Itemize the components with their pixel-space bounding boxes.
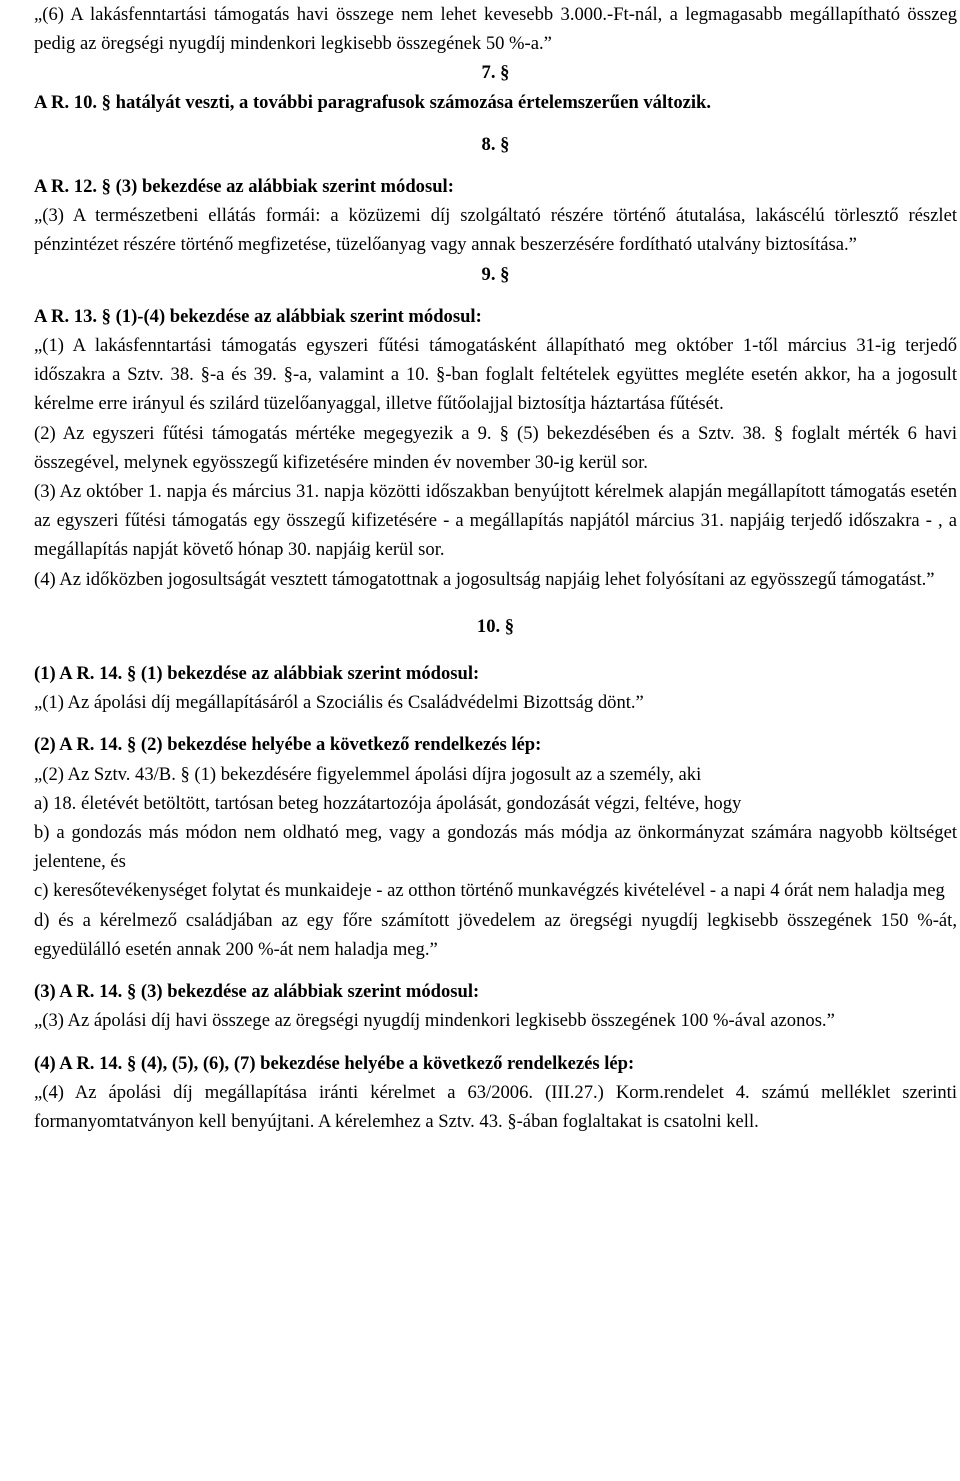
section-9-intro: A R. 13. § (1)-(4) bekezdése az alábbiak szerint módosul: <box>34 305 482 327</box>
spacer <box>34 641 957 659</box>
section-9-paragraph-4: (4) Az időközben jogosultságát vesztett támogatottnak a jogosultság napjáig lehet folyósítani az egyösszegű támogatást.” <box>34 568 935 590</box>
section-9-heading: 9. § <box>481 263 510 285</box>
paragraph-6: „(6) A lakásfenntartási támogatás havi összege nem lehet kevesebb 3.000.-Ft-nál, a legmagasabb megállapítható összeg pedig az öregségi nyugdíj mindenkori legkisebb összegének 50 %-a.” <box>34 4 957 55</box>
spacer <box>34 717 957 730</box>
spacer <box>34 117 957 130</box>
section-9-paragraph-1: „(1) A lakásfenntartási támogatás egyszeri fűtési támogatásként állapítható meg október 1-től március 31-ig terjedő időszakra a Sztv. 38. §-a és 39. §-a, valamint a 10. §-ban foglalt feltételek együttes megléte esetén akkor, ha a jogosult kérelme erre irányul és szilárd tüzelőanyaggal, illetve fűtőolajjal biztosítja háztartása fűtését. <box>34 335 957 415</box>
document-page <box>34 0 957 1136</box>
section-9-paragraph-3: (3) Az október 1. napja és március 31. napja közötti időszakban benyújtott kérelmek alapján megállapított támogatás esetén az egyszeri fűtési támogatás egy összegű kifizetésére - a megállapítás napjától március 31. napjáig terjedő időszakra - , a megállapítás napját követő hónap 30. napjáig kerül sor. <box>34 481 957 561</box>
list-item-d: d) és a kérelmező családjában az egy főre számított jövedelem az öregségi nyugdíj legkisebb összegének 150 %-át, egyedülálló esetén annak 200 %-át nem haladja meg.” <box>34 909 957 960</box>
section-10-3-body: „(3) Az ápolási díj havi összege az öregségi nyugdíj mindenkori legkisebb összegének 100 %-ával azonos.” <box>34 1010 835 1032</box>
section-10-2-body: „(2) Az Sztv. 43/B. § (1) bekezdésére figyelemmel ápolási díjra jogosult az a személy, aki <box>34 763 702 785</box>
spacer <box>34 289 957 302</box>
section-8-intro: A R. 12. § (3) bekezdése az alábbiak szerint módosul: <box>34 176 454 198</box>
spacer <box>34 159 957 172</box>
spacer <box>34 1036 957 1049</box>
section-10-heading: 10. § <box>476 615 515 637</box>
spacer <box>34 964 957 977</box>
section-10-1-body: „(1) Az ápolási díj megállapításáról a Szociális és Családvédelmi Bizottság dönt.” <box>34 692 644 714</box>
section-10-4-intro: (4) A R. 14. § (4), (5), (6), (7) bekezdése helyébe a következő rendelkezés lép: <box>34 1052 635 1074</box>
section-8-heading: 8. § <box>481 133 510 155</box>
section-10-3-intro: (3) A R. 14. § (3) bekezdése az alábbiak szerint módosul: <box>34 981 480 1003</box>
section-7-heading: 7. § <box>481 62 510 84</box>
list-item-a: a) 18. életévét betöltött, tartósan beteg hozzátartozója ápolását, gondozását végzi, feltéve, hogy <box>34 792 742 814</box>
list-item-c: c) keresőtevékenységet folytat és munkaideje - az otthon történő munkavégzés kivételével - a napi 4 órát nem haladja meg <box>34 880 945 902</box>
section-7-text: A R. 10. § hatályát veszti, a további paragrafusok számozása értelemszerűen változik. <box>34 91 712 113</box>
section-10-4-body: „(4) Az ápolási díj megállapítása iránti kérelmet a 63/2006. (III.27.) Korm.rendelet 4. számú melléklet szerinti formanyomtatványon kell benyújtani. A kérelemhez a Sztv. 43. §-ában foglaltakat is csatolni kell. <box>34 1081 957 1132</box>
section-10-2-intro: (2) A R. 14. § (2) bekezdése helyébe a következő rendelkezés lép: <box>34 734 542 756</box>
spacer <box>34 594 957 612</box>
section-9-paragraph-2: (2) Az egyszeri fűtési támogatás mértéke megegyezik a 9. § (5) bekezdésében és a Sztv. 38. § foglalt mérték 6 havi összegével, melynek egyösszegű kifizetésére minden év november 30-ig kerül sor. <box>34 422 957 473</box>
list-item-b: b) a gondozás más módon nem oldható meg, vagy a gondozás más módja az önkormányzat számára nagyobb költséget jelentene, és <box>34 822 957 873</box>
section-10-1-intro: (1) A R. 14. § (1) bekezdése az alábbiak szerint módosul: <box>34 663 480 685</box>
section-8-body: „(3) A természetbeni ellátás formái: a közüzemi díj szolgáltató részére történő átutalása, lakáscélú törlesztő részlet pénzintézet részére történő megfizetése, tüzelőanyag vagy annak beszerzésére fordítható utalvány biztosítása.” <box>34 205 957 256</box>
